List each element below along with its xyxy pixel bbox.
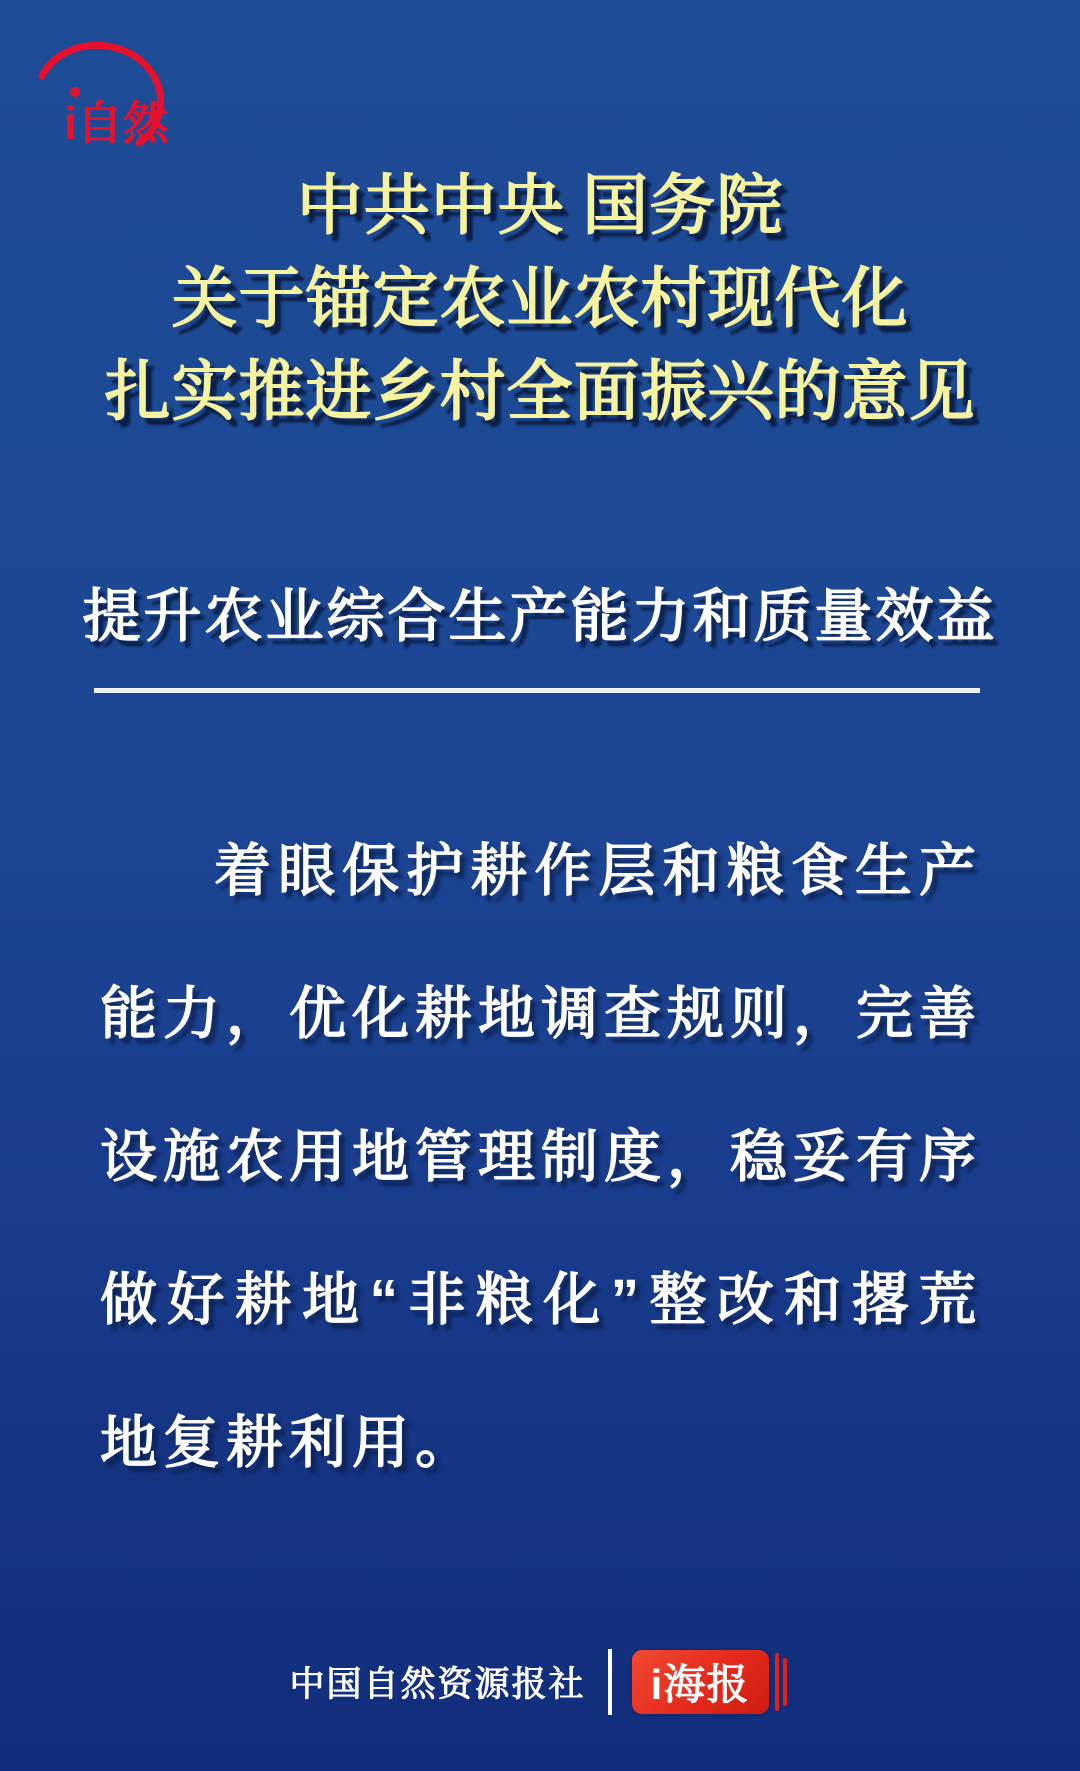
body-paragraph xyxy=(100,800,982,1515)
logo-gear-dot xyxy=(70,87,80,97)
title-line-2: 关于锚定农业农村现代化 xyxy=(171,263,909,336)
ihaibao-badge: i海报 xyxy=(632,1650,769,1714)
title-line-3: 扎实推进乡村全面振兴的意见 xyxy=(104,356,976,429)
section-heading: 提升农业综合生产能力和质量效益 xyxy=(82,584,998,649)
body-line-3: 设施农用地管理制度，稳妥有序 xyxy=(100,1125,982,1189)
poster-title xyxy=(0,160,1080,439)
heading-underline xyxy=(94,688,980,693)
body-line-5: 地复耕利用。 xyxy=(100,1411,478,1475)
body-line-4: 做好耕地“非粮化”整改和撂荒 xyxy=(100,1268,982,1332)
badge-stripes xyxy=(775,1653,791,1711)
logo-text: i自然 xyxy=(64,97,169,149)
title-line-1: 中共中央 国务院 xyxy=(296,170,784,243)
iziran-logo xyxy=(34,40,184,152)
publisher-name: 中国自然资源报社 xyxy=(289,1665,586,1704)
footer xyxy=(0,1644,1080,1720)
body-line-2: 能力，优化耕地调查规则，完善 xyxy=(100,982,982,1046)
footer-divider xyxy=(608,1649,612,1715)
body-line-1: 着眼保护耕作层和粮食生产 xyxy=(214,839,982,903)
badge-stripe-2 xyxy=(783,1658,787,1706)
badge-stripe-1 xyxy=(775,1653,779,1711)
